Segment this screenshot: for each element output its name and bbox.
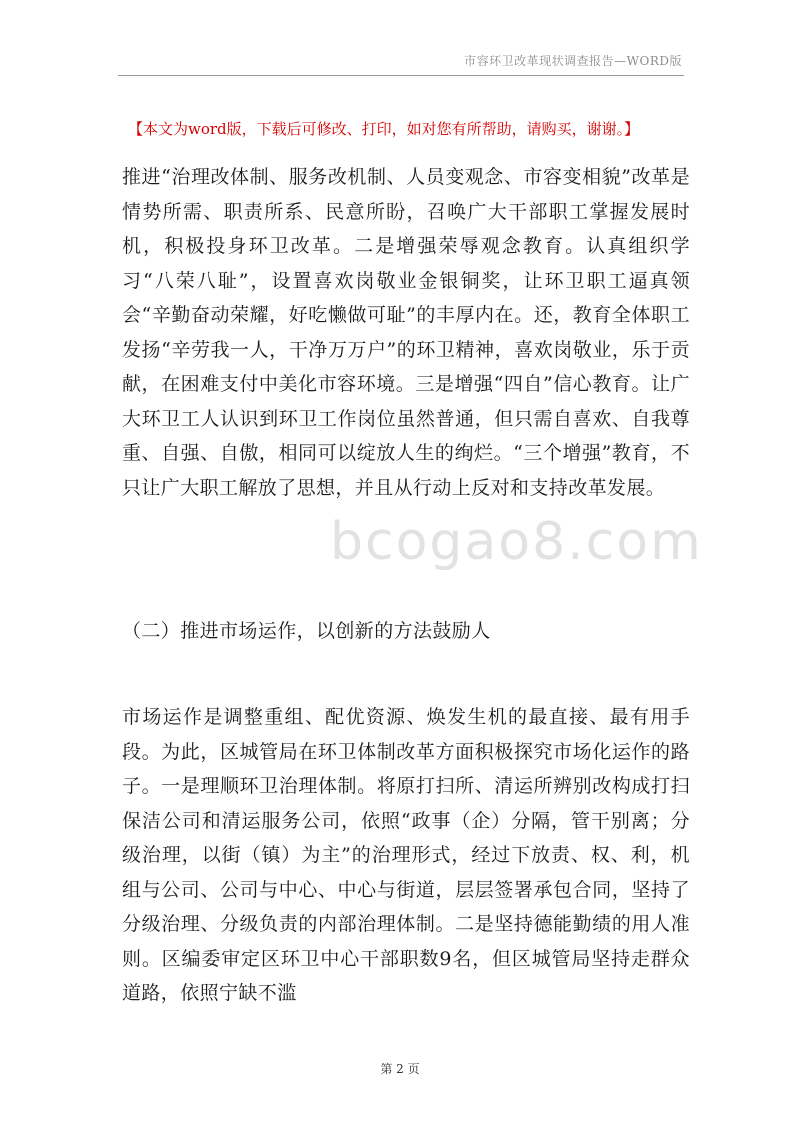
header-title: 市容环卫改革现状调查报告—WORD版 (464, 54, 682, 68)
download-notice: 【本文为word版，下载后可修改、打印，如对您有所帮助，请购买，谢谢。】 (128, 120, 640, 138)
header-divider (118, 75, 684, 76)
body-paragraph-1: 推进“治理改体制、服务改机制、人员变观念、市容变相貌”改革是情势所需、职责所系、民意所盼，召唤广大干部职工掌握发展时机，积极投身环卫改革。二是增强荣辱观念教育。认真组织学习“八荣八耻”，设置喜欢岗敬业金银铜奖，让环卫职工逼真领会“辛勤奋动荣耀，好吃懒做可耻”的丰厚内在。还，教育全体职工发扬“辛劳我一人，干净万万户”的环卫精神，喜欢岗敬业，乐于贡献，在困难支付中美化市容环境。三是增强“四自”信心教育。让广大环卫工人认识到环卫工作岗位虽然普通，但只需自喜欢、自我尊重、自强、自傲，相同可以绽放人生的绚烂。“三个增强”教育，不只让广大职工解放了思想，并且从行动上反对和支持改革发展。 (122, 166, 690, 499)
section-heading-2: （二）推进市场运作，以创新的方法鼓励人 (122, 620, 491, 642)
page-number: 第 2 页 (380, 1062, 420, 1076)
body-paragraph-3: 市场运作是调整重组、配优资源、焕发生机的最直接、最有用手段。为此，区城管局在环卫体制改革方面积极探究市场化运作的路子。一是理顺环卫治理体制。将原打扫所、清运所辨别改构成打扫保洁公司和清运服务公司，依照“政事（企）分隔，管干别离；分级治理，以街（镇）为主”的治理形式，经过下放责、权、利，机组与公司、公司与中心、中心与街道，层层签署承包合同，坚持了分级治理、分级负责的内部治理体制。二是坚持德能勤绩的用人准则。区编委审定区环卫中心干部职数9名，但区城管局坚持走群众道路，依照宁缺不滥 (122, 706, 690, 1004)
watermark: bcogao8.com (330, 512, 703, 572)
